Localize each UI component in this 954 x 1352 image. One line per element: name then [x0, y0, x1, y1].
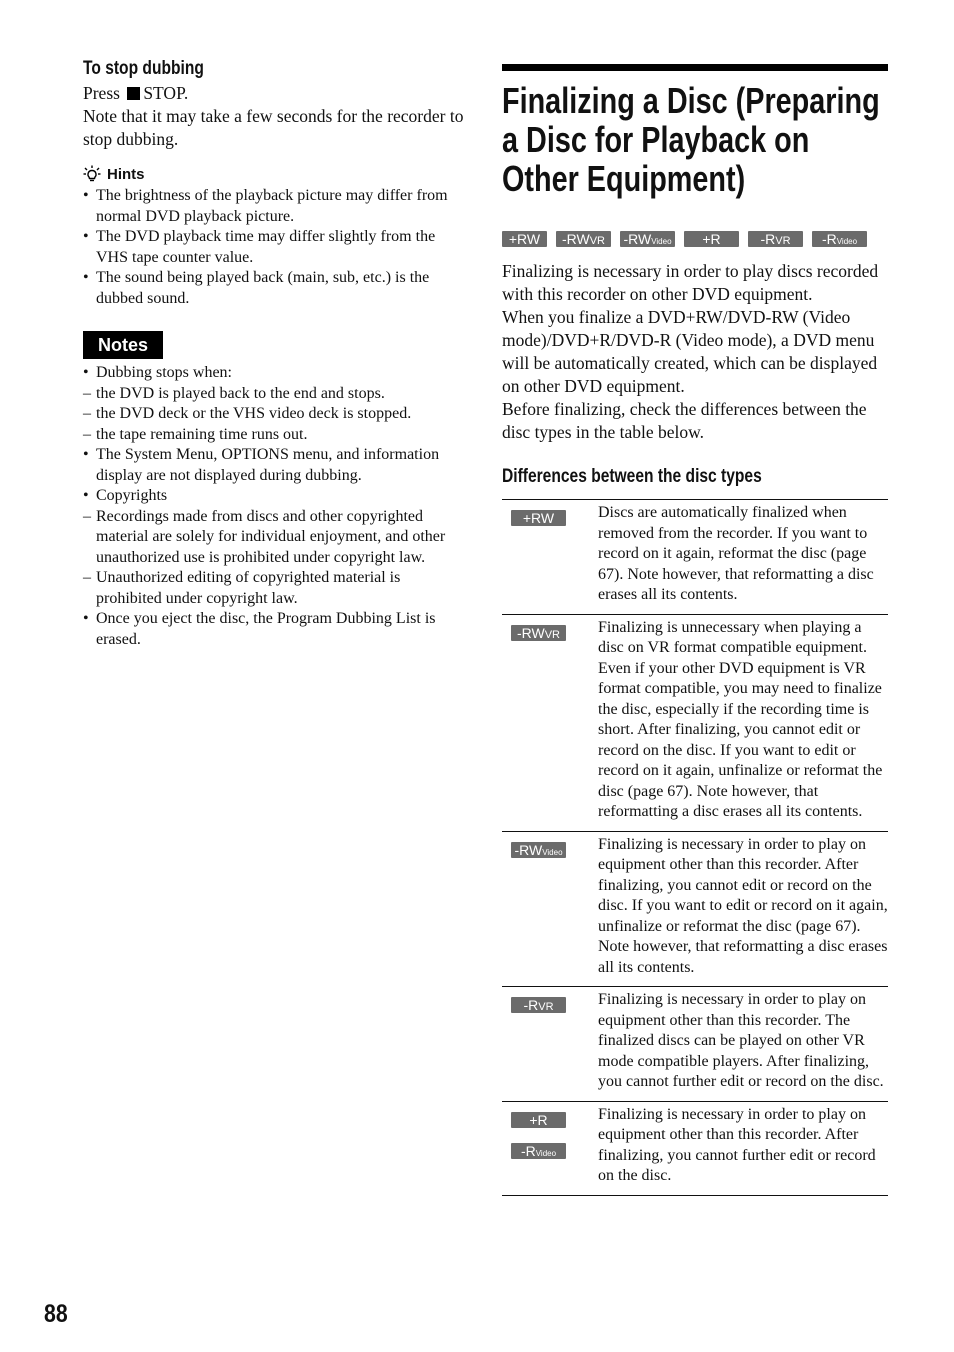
note-item: • Copyrights – Recordings made from discs and other copyrighted material are solely for individual enjoyment, and other unauthorized use is prohibited under copyright law. – Unauthorized editing of copyrighted material is prohibited under copyright law. — [83, 486, 468, 609]
table-cell-text: Finalizing is necessary in order to play on equipment other than this recorder. The finalized discs can be played on other VR mode compatible players. After finalizing, you cannot further edit or record on the disc. — [598, 987, 888, 1102]
badge-minus-rw-video: -RWVideo — [620, 231, 675, 247]
notes-label: Notes — [83, 331, 163, 359]
hint-item: • The DVD playback time may differ slightly from the VHS tape counter value. — [83, 227, 468, 268]
note-subitem: – the tape remaining time runs out. — [83, 425, 468, 446]
badge-minus-rw-vr: -RWVR — [556, 231, 611, 247]
title-rule — [502, 64, 888, 71]
intro-paragraph: When you finalize a DVD+RW/DVD-RW (Video mode)/DVD+R/DVD-R (Video mode), a DVD menu will be automatically created, which can be displayed on other DVD equipment. — [502, 307, 878, 396]
badge-minus-r-vr: -RVR — [511, 997, 566, 1013]
table-row — [502, 500, 888, 615]
note-subitem: – Recordings made from discs and other copyrighted material are solely for individual enjoyment, and other unauthorized use is prohibited under copyright law. — [83, 507, 468, 569]
hint-item: • The brightness of the playback picture may differ from normal DVD playback picture. — [83, 186, 468, 227]
stop-square-icon — [127, 87, 140, 100]
hints-list — [83, 186, 468, 309]
note-sublist — [83, 384, 468, 446]
badge-minus-r-video: -RVideo — [812, 231, 867, 247]
left-column — [83, 58, 468, 650]
notes-list — [83, 363, 468, 650]
badge-minus-rw-vr: -RWVR — [511, 625, 566, 641]
page-title: Finalizing a Disc (Preparing a Disc for Playback on Other Equipment) — [502, 80, 880, 199]
intro-text — [502, 260, 888, 444]
stop-instruction: Press STOP. — [83, 83, 189, 103]
note-subitem: – the DVD deck or the VHS video deck is stopped. — [83, 404, 468, 425]
badge-plus-rw: +RW — [511, 510, 566, 526]
note-item: • The System Menu, OPTIONS menu, and information display are not displayed during dubbing. — [83, 445, 468, 486]
disc-type-badges — [502, 231, 888, 247]
table-cell-text: Discs are automatically finalized when removed from the recorder. If you want to record on it again, reformat the disc (page 67). Note however, that reformatting a disc erases all its contents. — [598, 500, 888, 615]
stop-dubbing-heading: To stop dubbing — [83, 58, 204, 79]
badge-plus-rw: +RW — [502, 231, 547, 247]
table-row — [502, 987, 888, 1102]
stop-note: Note that it may take a few seconds for the recorder to stop dubbing. — [83, 106, 464, 149]
intro-paragraph: Finalizing is necessary in order to play discs recorded with this recorder on other DVD equipment. — [502, 261, 879, 304]
disc-type-table — [502, 499, 888, 1196]
table-row — [502, 1101, 888, 1195]
table-cell-text: Finalizing is necessary in order to play on equipment other than this recorder. After finalizing, you cannot further edit or record on the disc. — [598, 1101, 888, 1195]
table-row — [502, 614, 888, 831]
badge-plus-r: +R — [511, 1112, 566, 1128]
note-sublist — [83, 507, 468, 610]
badge-minus-r-video: -RVideo — [511, 1143, 566, 1159]
table-cell-text: Finalizing is unnecessary when playing a disc on VR format compatible equipment. Even if your other DVD equipment is VR format compatible, you may need to finalize the disc, especially if the recording time is short. After finalizing, you cannot edit or record on the disc. If you want to edit or record on it again, unfinalize or reformat the disc (page 67). Note however, that reformatting a disc erases all its contents. — [598, 614, 888, 831]
lightbulb-icon — [83, 165, 101, 183]
table-row — [502, 831, 888, 987]
note-item: • Dubbing stops when: – the DVD is played back to the end and stops. – the DVD deck or the VHS video deck is stopped. – the tape remaining time runs out. — [83, 363, 468, 445]
table-cell-text: Finalizing is necessary in order to play on equipment other than this recorder. After finalizing, you cannot edit or record on the disc. If you want to edit or record on it again, unfinalize or reformat the disc (page 67). Note however, that reformatting a disc erases all its contents. — [598, 831, 888, 987]
page-number: 88 — [44, 1300, 68, 1328]
badge-minus-rw-video: -RWVideo — [511, 842, 566, 858]
badge-minus-r-vr: -RVR — [748, 231, 803, 247]
note-subitem: – the DVD is played back to the end and stops. — [83, 384, 468, 405]
note-item: • Once you eject the disc, the Program Dubbing List is erased. — [83, 609, 468, 650]
right-column — [502, 64, 888, 1196]
hints-label: Hints — [107, 165, 145, 183]
intro-paragraph: Before finalizing, check the differences between the disc types in the table below. — [502, 399, 867, 442]
section-heading: Differences between the disc types — [502, 466, 762, 487]
badge-plus-r: +R — [684, 231, 739, 247]
note-subitem: – Unauthorized editing of copyrighted material is prohibited under copyright law. — [83, 568, 468, 609]
hint-item: • The sound being played back (main, sub, etc.) is the dubbed sound. — [83, 268, 468, 309]
hints-heading — [83, 165, 468, 183]
